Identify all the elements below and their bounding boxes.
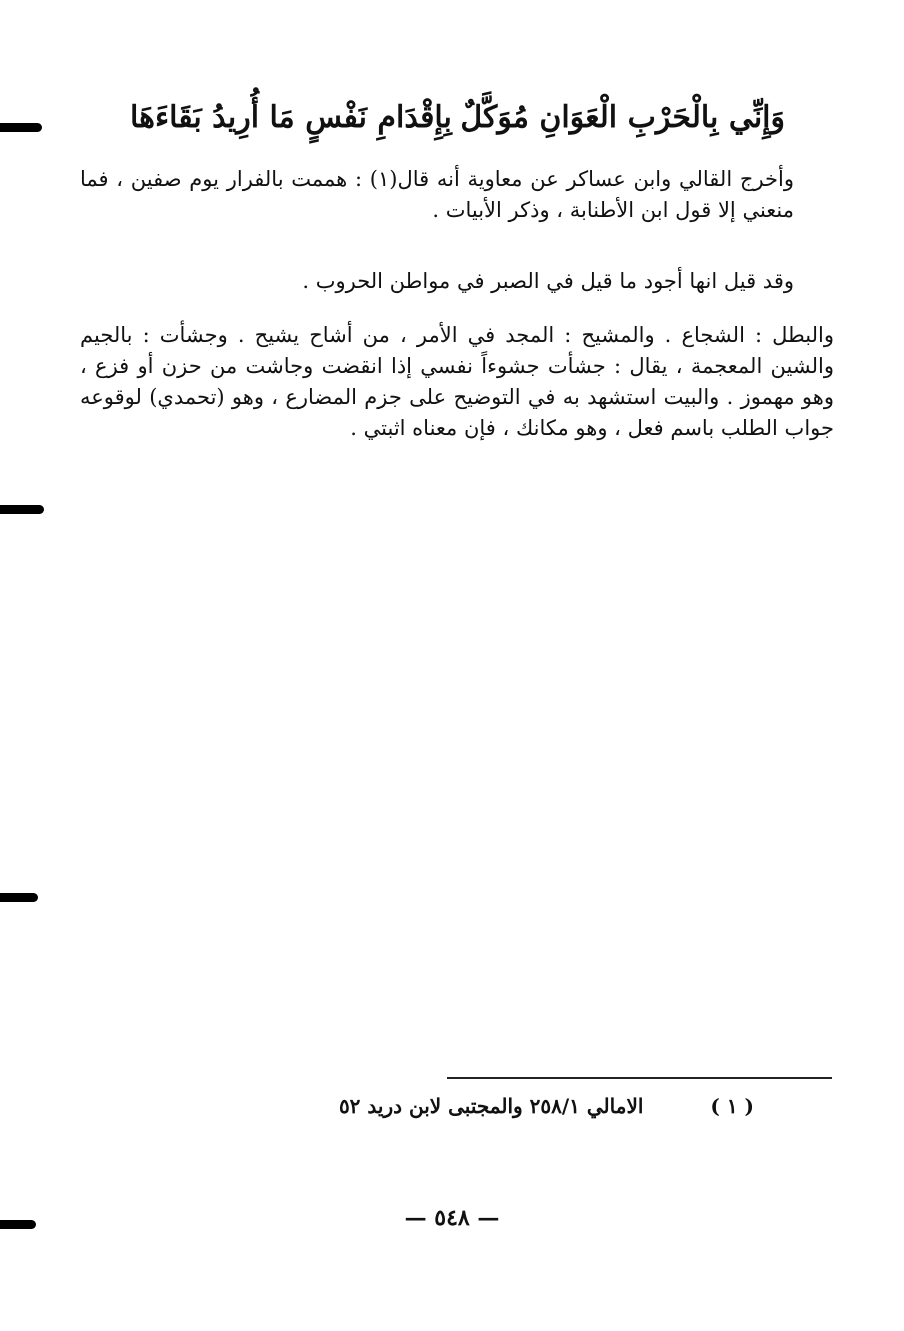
scan-edge-mark [0, 505, 44, 514]
footnote-number: ( ١ ) [710, 1094, 754, 1118]
paragraph-glossary: والبطل : الشجاع . والمشيح : المجد في الأمر ، من أشاح يشيح . وجشأت : بالجيم والشين المعجمة ، يقال : جشأت جشوءاً نفسي إذا انقضت وجاشت من حزن أو فزع ، وهو مهموز . والبيت استشهد به في التوضيح على جزم المضارع ، وهو (تحمدي) لوقوعه جواب الطلب باسم فعل ، وهو مكانك ، فإن معناه اثبتي . [80, 323, 834, 440]
paragraph-remark: وقد قيل انها أجود ما قيل في الصبر في مواطن الحروب . [302, 269, 794, 293]
footnote-text: الامالي ٢٥٨/١ والمجتبى لابن دريد ٥٢ [338, 1094, 644, 1118]
scan-edge-mark [0, 123, 42, 132]
verse-first-hemistich: وَإِنِّي بِالْحَرْبِ الْعَوَانِ مُوَكَّلٌ [460, 100, 785, 135]
scan-edge-mark [0, 1220, 36, 1229]
page-number: — ٥٤٨ — [404, 1205, 500, 1231]
footnote [339, 1094, 754, 1118]
footnote-divider [447, 1077, 832, 1079]
paragraph-narration: وأخرج القالي وابن عساكر عن معاوية أنه قال(١) : هممت بالفرار يوم صفين ، فما منعني إلا قول ابن الأطنابة ، وذكر الأبيات . [80, 167, 794, 222]
verse-second-hemistich: بِإِقْدَامِ نَفْسٍ مَا أُرِيدُ بَقَاءَهَا [130, 100, 452, 135]
poem-verse [130, 96, 785, 140]
scan-edge-mark [0, 893, 38, 902]
